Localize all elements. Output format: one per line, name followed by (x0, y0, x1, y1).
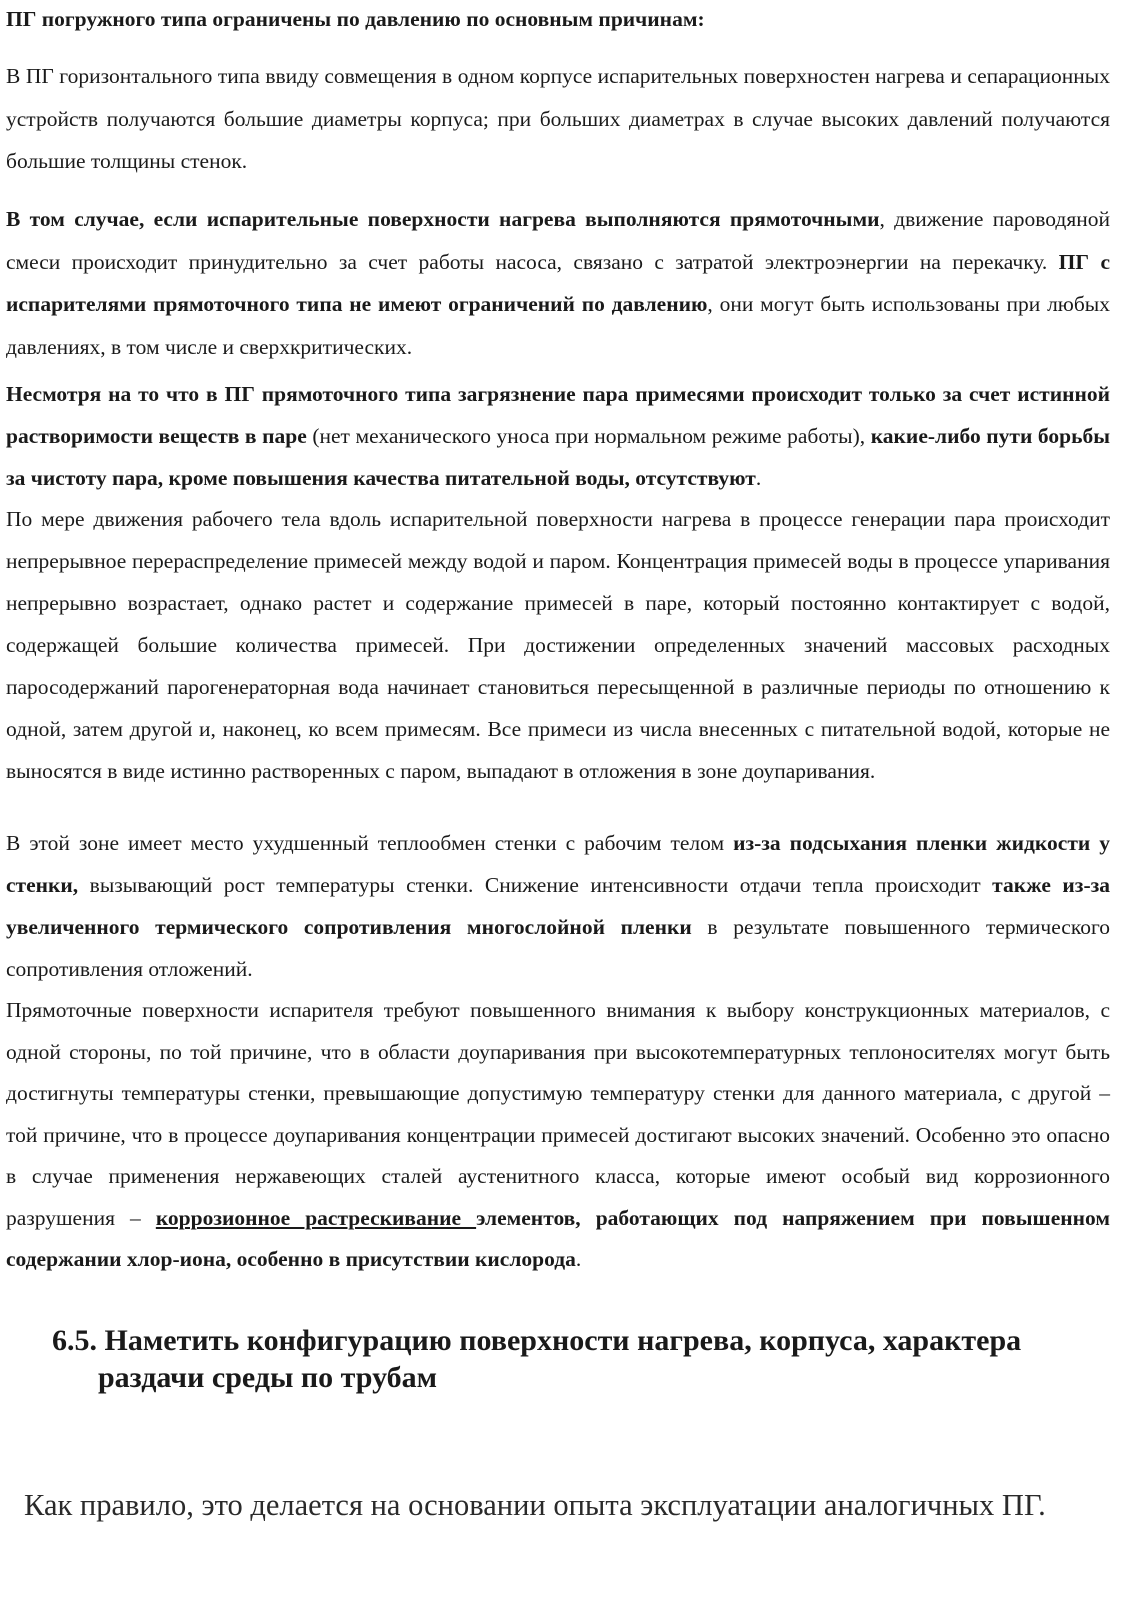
paragraph-text: , движение пароводяной смеси происходит принудительно за счет работы насоса, связано с затратой электроэнергии на перекачку. (6, 207, 1110, 274)
paragraph-text: . (575, 1247, 582, 1271)
bold-fragment: какие-либо пути борьбы за чистоту пара, кроме повышения качества питательной воды, отсутствуют (6, 424, 1110, 490)
closing-sentence-text: Как правило, это делается на основании опыта эксплуатации аналогичных ПГ. (24, 1488, 1046, 1522)
paragraph-intro (6, 0, 1110, 38)
paragraph-text: . (755, 466, 762, 490)
bold-fragment: Несмотря на то что в ПГ прямоточного типа загрязнение пара примесями происходит только за счет истинной растворимости веществ в паре (6, 382, 1110, 448)
paragraph-steam-purity (6, 373, 1110, 499)
closing-sentence (24, 1484, 1124, 1526)
paragraph-materials (6, 990, 1110, 1281)
bold-fragment: ПГ с испарителями прямоточного типа не имеют ограничений по давлению (6, 249, 1110, 316)
paragraph-text: Прямоточные поверхности испарителя требуют повышенного внимания к выбору конструкционных материалов, с одной стороны, по той причине, что в области доупаривания при высокотемпературных теплоносителях могут быть достигнуты температуры стенки, превышающие допустимую температуру стенки для данного материала, с другой – той причине, что в процессе доупаривания концентрации примесей достигают высоких значений. Особенно это опасно в случае применения нержавеющих сталей аустенитного класса, которые имеют особый вид коррозионного разрушения – (6, 998, 1110, 1230)
bold-fragment: В том случае, если испарительные поверхности нагрева выполняются прямоточными (6, 207, 880, 231)
section-heading-line2: раздачи среды по трубам (98, 1361, 438, 1394)
paragraph-text: , они могут быть использованы при любых давлениях, в том числе и сверхкритических. (6, 292, 1111, 359)
paragraph-heat-exchange (6, 822, 1110, 990)
underlined-bold-fragment: коррозионное растрескивание (155, 1205, 477, 1230)
paragraph-text: В этой зоне имеет место ухудшенный теплообмен стенки с рабочим телом (6, 831, 734, 855)
paragraph-horizontal-pg (6, 55, 1110, 183)
bold-fragment: также из-за увеличенного термического сопротивления многослойной пленки (6, 873, 1110, 939)
bold-fragment: из-за подсыхания пленки жидкости у стенки, (6, 831, 1110, 897)
intro-bold: ПГ погружного типа ограничены по давлению по основным причинам: (6, 7, 705, 31)
bold-fragment: элементов, работающих под напряжением при повышенном содержании хлор-иона, особенно в присутствии кислорода (6, 1205, 1110, 1271)
paragraph-text: (нет механического уноса при нормальном режиме работы), (306, 424, 871, 448)
section-heading (52, 1322, 1112, 1396)
section-heading-line1: 6.5. Наметить конфигурацию поверхности нагрева, корпуса, характера (52, 1324, 1022, 1357)
paragraph-text: В ПГ горизонтального типа ввиду совмещения в одном корпусе испарительных поверхностен нагрева и сепарационных устройств получаются большие диаметры корпуса; при больших диаметрах в случае высоких давлений получаются большие толщины стенок. (6, 64, 1110, 173)
paragraph-text: вызывающий рост температуры стенки. Снижение интенсивности отдачи тепла происходит (78, 873, 993, 897)
paragraph-text: в результате повышенного термического сопротивления отложений. (6, 915, 1110, 981)
paragraph-text: По мере движения рабочего тела вдоль испарительной поверхности нагрева в процессе генерации пара происходит непрерывное перераспределение примесей между водой и паром. Концентрация примесей воды в процессе упаривания непрерывно возрастает, однако растет и содержание примесей в паре, который постоянно контактирует с водой, содержащей большие количества примесей. При достижении определенных значений массовых расходных паросодержаний парогенераторная вода начинает становиться пересыщенной в различные периоды по отношению к одной, затем другой и, наконец, ко всем примесям. Все примеси из числа внесенных с питательной водой, которые не выносятся в виде истинно растворенных с паром, выпадают в отложения в зоне доупаривания. (6, 507, 1110, 783)
paragraph-once-through (6, 198, 1110, 368)
paragraph-impurity-redistribution (6, 498, 1110, 792)
